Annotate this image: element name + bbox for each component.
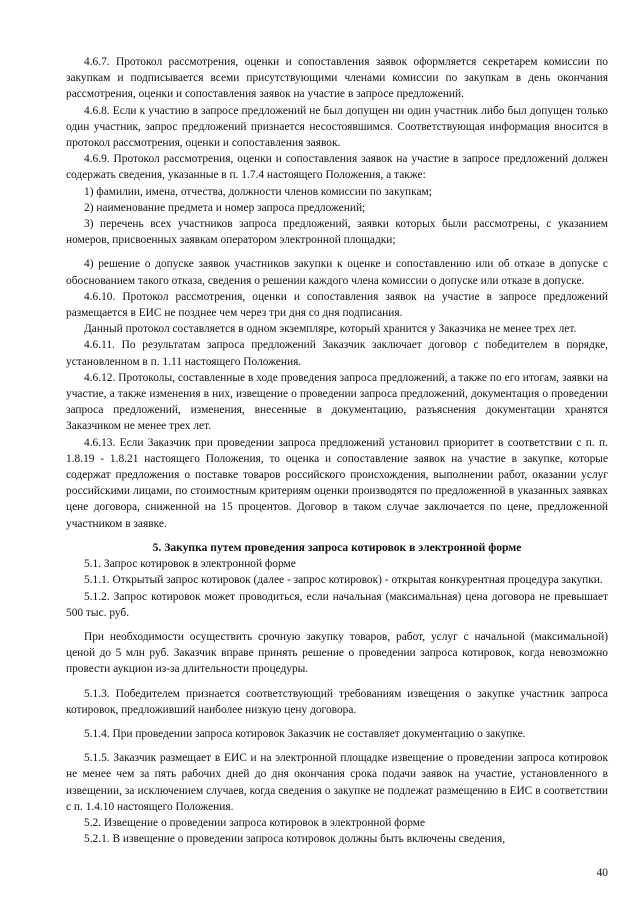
paragraph-5-2-1: 5.2.1. В извещение о проведении запроса котировок должны быть включены сведения, <box>84 833 506 846</box>
paragraph-4-6-7: 4.6.7. Протокол рассмотрения, оценки и сопоставления заявок оформляется секретарем комиссии по закупкам и подписывается всеми присутствующими членами комиссии по закупкам в день окончания рассмотрения, оценки и сопоставления заявок на участие в запросе предложений. <box>66 56 608 101</box>
paragraph-4-6-13: 4.6.13. Если Заказчик при проведении запроса предложений установил приоритет в соответствии с п. п. 1.8.19 - 1.8.21 настоящего Положения, то оценка и сопоставление заявок на участие в закупке, которые содержат предложения о поставке товаров российского происхождения, выполнении работ, оказании услуг российскими лицами, по стоимостным критериям оценки производятся по предложенной в указанных заявках цене договора, сниженной на 15 процентов. Договор в таком случае заключается по цене, предложенной участником в заявке. <box>66 436 608 530</box>
paragraph-5-1-5: 5.1.5. Заказчик размещает в ЕИС и на электронной площадке извещение о проведении запроса котировок не менее чем за пять рабочих дней до дня окончания срока подачи заявок на участие, установленного в извещении, за исключением случаев, когда сведения о закупке не подлежат размещению в ЕИС в соответствии с п. 1.4.10 настоящего Положения. <box>66 752 608 813</box>
paragraph-4-6-12: 4.6.12. Протоколы, составленные в ходе проведения запроса предложений, а также по его итогам, заявки на участие, а также изменения в них, извещение о проведении запроса предложений, документация о проведении запроса предложений, изменения, внесенные в документацию, разъяснения документации хранятся Заказчиком не менее трех лет. <box>66 371 608 433</box>
paragraph-4-6-10: 4.6.10. Протокол рассмотрения, оценки и сопоставления заявок на участие в запросе предложений размещается в ЕИС не позднее чем через три дня со дня подписания. <box>66 290 608 320</box>
list-item-2: 2) наименование предмета и номер запроса предложений; <box>84 201 366 214</box>
paragraph-5-1: 5.1. Запрос котировок в электронной форме <box>84 558 296 571</box>
document-body <box>66 54 608 847</box>
paragraph-5-2: 5.2. Извещение о проведении запроса котировок в электронной форме <box>84 816 426 829</box>
paragraph-5-1-3: 5.1.3. Победителем признается соответствующий требованиям извещения о закупке участник запроса котировок, предложивший наиболее низкую цену договора. <box>66 687 608 716</box>
paragraph-4-6-11: 4.6.11. По результатам запроса предложений Заказчик заключает договор с победителем в порядке, установленном в п. 1.11 настоящего Положения. <box>66 339 608 368</box>
paragraph-5-1-1: 5.1.1. Открытый запрос котировок (далее - запрос котировок) - открытая конкурентная процедура закупки. <box>84 574 603 587</box>
paragraph-urgent-purchase: При необходимости осуществить срочную закупку товаров, работ, услуг с начальной (максимальной) ценой до 5 млн руб. Заказчик вправе принять решение о проведении запроса котировок, когда невозможно провести аукцион из-за длительности процедуры. <box>66 630 608 676</box>
page-number: 40 <box>596 867 608 879</box>
list-item-3: 3) перечень всех участников запроса предложений, заявки которых были рассмотрены, с указанием номеров, присвоенных заявкам оператором электронной площадки; <box>66 218 608 247</box>
list-item-1: 1) фамилии, имена, отчества, должности членов комиссии по закупкам; <box>84 185 432 198</box>
list-item-4: 4) решение о допуске заявок участников закупки к оценке и сопоставлению или об отказе в допуске с обоснованием такого отказа, сведения о решении каждого члена комиссии о допуске или отказе в допуске. <box>66 258 608 287</box>
paragraph-5-1-4: 5.1.4. При проведении запроса котировок Заказчик не составляет документацию о закупке. <box>84 727 526 740</box>
paragraph-protocol-storage: Данный протокол составляется в одном экземпляре, который хранится у Заказчика не менее трех лет. <box>84 323 577 336</box>
section-heading-5: 5. Закупка путем проведения запроса котировок в электронной форме <box>152 540 522 554</box>
paragraph-4-6-9: 4.6.9. Протокол рассмотрения, оценки и сопоставления заявок на участие в запросе предложений должен содержать сведения, указанные в п. 1.7.4 настоящего Положения, а также: <box>66 153 608 182</box>
paragraph-5-1-2: 5.1.2. Запрос котировок может проводиться, если начальная (максимальная) цена договора не превышает 500 тыс. руб. <box>66 590 608 619</box>
paragraph-4-6-8: 4.6.8. Если к участию в запросе предложений не был допущен ни один участник либо был допущен только один участник, запрос предложений признается несостоявшимся. Соответствующая информация вносится в протокол рассмотрения, оценки и сопоставления заявок. <box>66 104 608 150</box>
